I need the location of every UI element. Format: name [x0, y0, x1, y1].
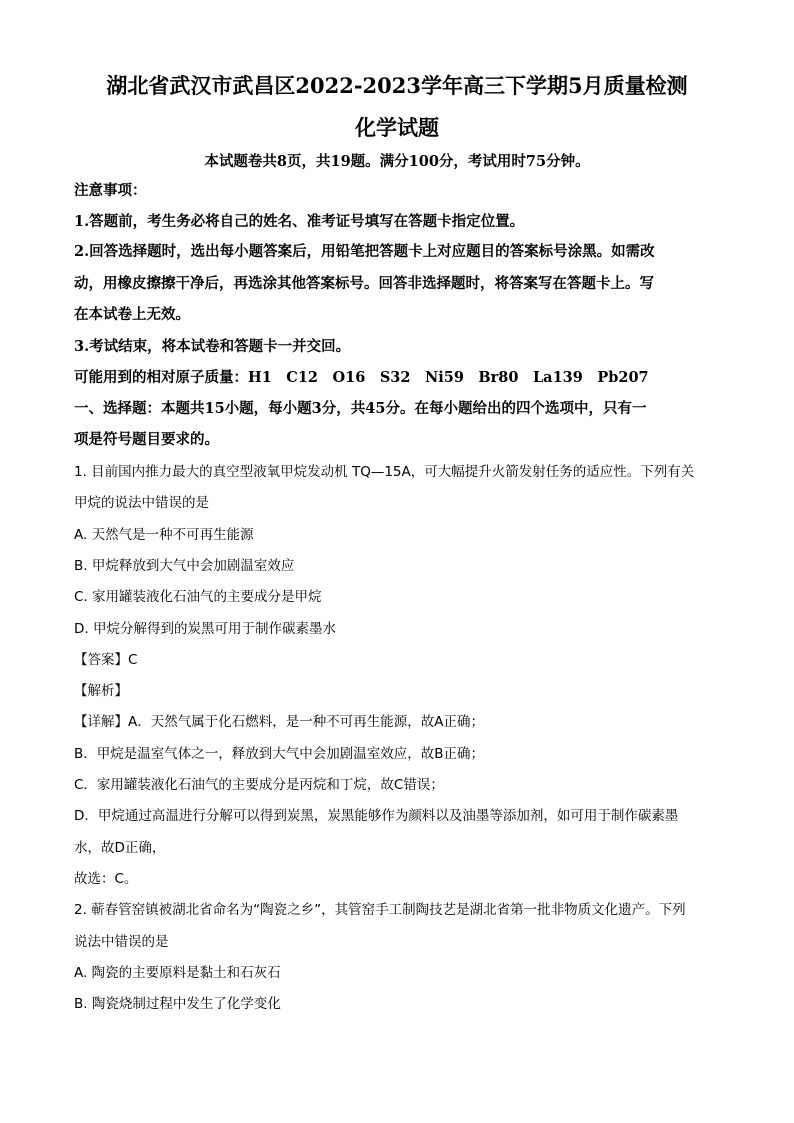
q1-option-c: C. 家用罐装液化石油气的主要成分是甲烷	[74, 589, 322, 605]
notice-heading: 注意事项：	[74, 182, 147, 199]
q1-option-b: B. 甲烷释放到大气中会加剧温室效应	[74, 558, 295, 574]
q1-answer: 【答案】C	[74, 652, 138, 668]
q2-stem-line-2: 说法中错误的是	[74, 934, 169, 950]
q1-detail-d-line-1: D．甲烷通过高温进行分解可以得到炭黑，炭黑能够作为颜料以及油墨等添加剂，如可用于制作碳素墨	[74, 808, 679, 824]
q2-stem-line-1: 2. 蕲春管窑镇被湖北省命名为“陶瓷之乡”，其管窑手工制陶技艺是湖北省第一批非物质文化遗产。下列	[74, 902, 686, 918]
section-1-heading-line-2: 项是符号题目要求的。	[74, 431, 219, 448]
q2-option-a: A. 陶瓷的主要原料是黏土和石灰石	[74, 965, 281, 981]
notice-item-2-line-2: 动，用橡皮擦擦干净后，再选涂其他答案标号。回答非选择题时，将答案写在答题卡上。写	[74, 275, 654, 292]
q1-option-d: D. 甲烷分解得到的炭黑可用于制作碳素墨水	[74, 621, 336, 637]
section-1-heading-line-1: 一、选择题：本题共15小题，每小题3分，共45分。在每小题给出的四个选项中，只有一	[74, 400, 647, 417]
atomic-masses: 可能用到的相对原子质量：H1 C12 O16 S32 Ni59 Br80 La139 Pb207	[74, 369, 649, 386]
notice-item-3: 3.考试结束，将本试卷和答题卡一并交回。	[74, 338, 351, 355]
document-subtitle: 化学试题	[355, 115, 439, 140]
q1-stem-line-2: 甲烷的说法中错误的是	[74, 495, 209, 511]
q2-option-b: B. 陶瓷烧制过程中发生了化学变化	[74, 996, 281, 1012]
notice-item-2-line-1: 2.回答选择题时，选出每小题答案后，用铅笔把答题卡上对应题目的答案标号涂黑。如需改	[74, 243, 655, 260]
q1-stem-line-1: 1. 目前国内推力最大的真空型液氧甲烷发动机 TQ—15A，可大幅提升火箭发射任务的适应性。下列有关	[74, 464, 695, 480]
q1-detail-a: 【详解】A．天然气属于化石燃料，是一种不可再生能源，故A正确；	[74, 714, 484, 730]
document-title: 湖北省武汉市武昌区2022-2023学年高三下学期5月质量检测	[106, 73, 688, 98]
q1-analysis-label: 【解析】	[74, 683, 128, 699]
q1-conclusion: 故选：C。	[74, 871, 138, 887]
q1-option-a: A. 天然气是一种不可再生能源	[74, 527, 254, 543]
q1-detail-c: C．家用罐装液化石油气的主要成分是丙烷和丁烷，故C错误；	[74, 777, 444, 793]
notice-item-1: 1.答题前，考生务必将自己的姓名、准考证号填写在答题卡指定位置。	[74, 213, 525, 230]
q1-detail-b: B．甲烷是温室气体之一，释放到大气中会加剧温室效应，故B正确；	[74, 746, 485, 762]
exam-info: 本试题卷共8页，共19题。满分100分，考试用时75分钟。	[204, 153, 590, 170]
notice-item-2-line-3: 在本试卷上无效。	[74, 306, 190, 323]
q1-detail-d-line-2: 水，故D正确，	[74, 840, 166, 856]
